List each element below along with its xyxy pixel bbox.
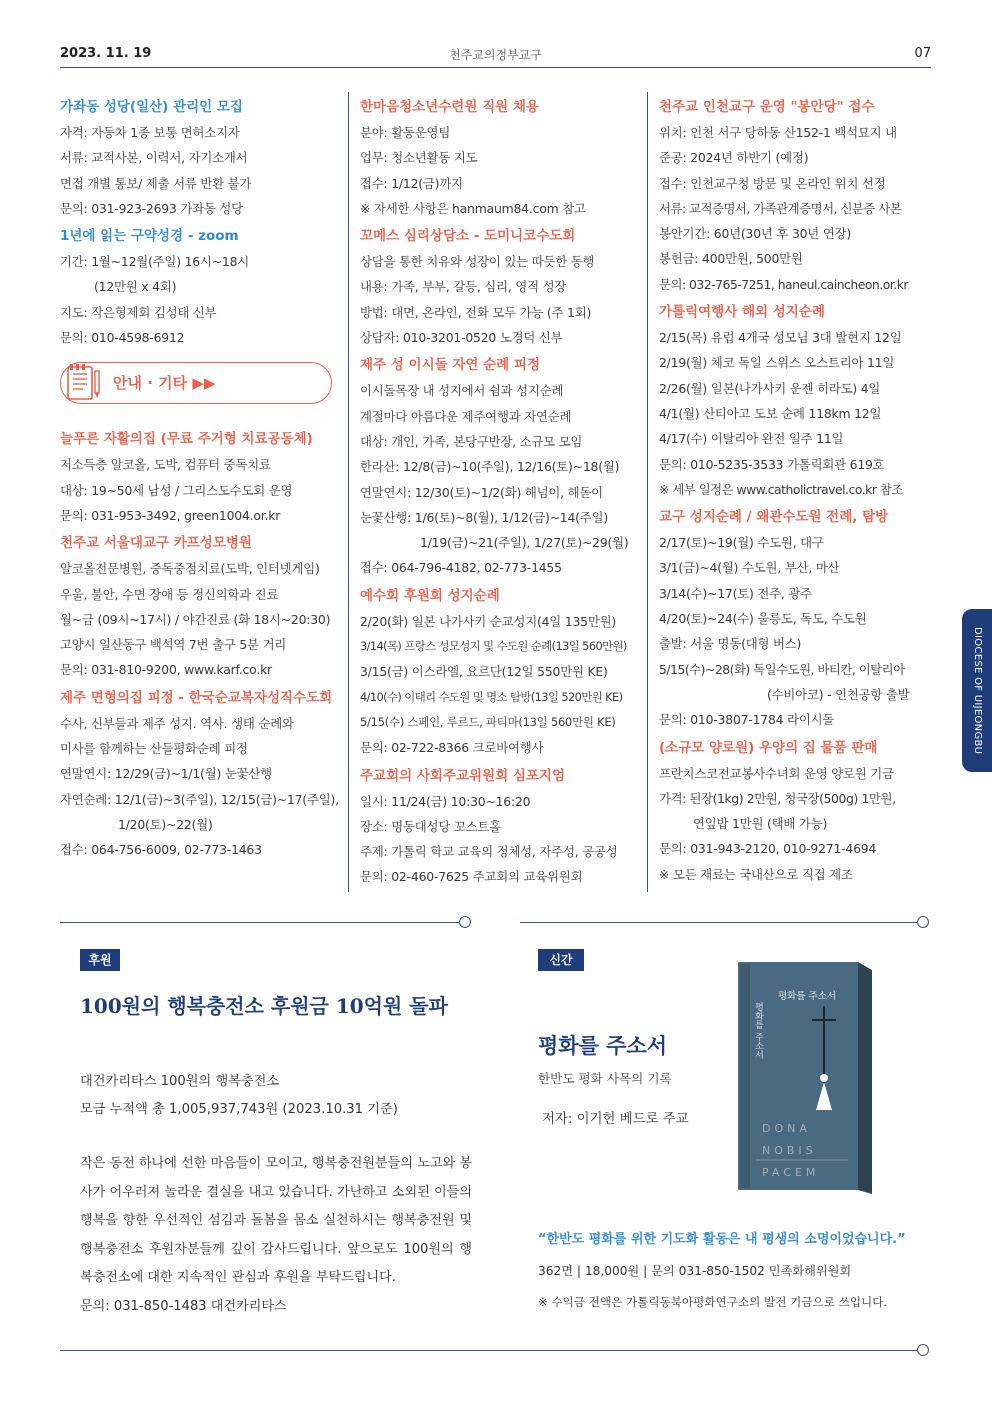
notice-jesuit-pilgrimage: [360, 583, 636, 761]
donation-line: 대건카리타스 100원의 행복충전소: [80, 1074, 280, 1089]
notice-line: 대상: 개인, 가족, 본당구반장, 소규모 모임: [360, 433, 583, 449]
notice-line: 자격: 자동차 1종 보통 면허소지자: [60, 125, 240, 140]
notice-comes-counseling: [360, 223, 636, 350]
banner-label: 안내 · 기타 ▶▶: [113, 374, 216, 393]
notice-line: 문의: 032-765-7251, haneul.caincheon.or.kr: [659, 276, 908, 292]
notice-line: 서류: 교적증명서, 가족관계증명서, 신분증 사본: [659, 200, 902, 216]
notice-line: 위치: 인천 서구 당하동 산152-1 백석묘지 내: [659, 125, 897, 140]
notice-line: 봉헌금: 400만원, 500만원: [659, 251, 803, 267]
book-cover-spine-title: 평화를 주소서: [753, 1002, 763, 1059]
notice-line: 접수: 1/12(금)까지: [360, 175, 463, 191]
notice-line: 기간: 1월~12월(주일) 16시~18시: [60, 254, 250, 270]
notice-line: 장소: 명동대성당 꼬스트홀: [360, 818, 501, 834]
notice-line: 2/26(월) 일본(나가사키 운젠 히라도) 4일: [659, 380, 881, 396]
donation-contact: 문의: 031-850-1483 대건카리타스: [80, 1298, 287, 1314]
notice-line: 면접 개별 통보/ 제출 서류 반환 불가: [60, 175, 252, 191]
notice-line: 지도: 작은형제회 김성태 신부: [60, 304, 217, 320]
notice-old-testament-zoom: [60, 223, 338, 350]
notice-line: 5/15(수)~28(화) 독일수도원, 바티칸, 이탈리아: [659, 661, 905, 677]
section-banner-info: [60, 362, 332, 404]
newbook-tag: 신간: [538, 949, 584, 971]
notice-evergreen-house: [60, 426, 338, 528]
notice-line: 문의: 010-5235-3533 가톨릭회관 619호: [659, 456, 885, 472]
notice-title: 주교회의 사회주교위원회 심포지엄: [360, 767, 566, 784]
notice-line: 출발: 서울 명동(대형 버스): [659, 636, 802, 652]
column-2: [360, 94, 636, 892]
notice-line: 눈꽃산행: 1/6(토)~8(월), 1/12(금)~14(주일): [360, 509, 608, 525]
notice-line: 업무: 청소년활동 지도: [360, 150, 478, 166]
notice-title: 늘푸른 자활의집 (무료 주거형 치료공동체): [60, 431, 313, 448]
notice-line: ※ 모든 재료는 국내산으로 직접 제조: [659, 866, 853, 882]
newbook-quote: “한반도 평화를 위한 기도화 활동은 내 평생의 소명이었습니다.”: [538, 1232, 906, 1247]
newbook-title: 평화를 주소서: [538, 1033, 668, 1058]
notice-line: 준공: 2024년 하반기 (예정): [659, 150, 809, 166]
notice-line: 2/17(토)~19(월) 수도원, 대구: [659, 535, 824, 551]
notice-line: 4/1(월) 산티아고 도보 순례 118km 12일: [659, 405, 882, 421]
notice-line: 내용: 가족, 부부, 갈등, 심리, 영적 성장: [360, 279, 567, 295]
notice-waegwan-pilgrimage: [659, 504, 937, 732]
notice-line: 가격: 된장(1kg) 2만원, 청국장(500g) 1만원,: [659, 790, 896, 806]
notice-line: 자연순례: 12/1(금)~3(주일), 12/15(금)~17(주일),: [60, 791, 339, 807]
notice-isidore-pilgrimage: [360, 352, 636, 580]
notice-title: 제주 면형의집 피정 - 한국순교복자성직수도회: [60, 689, 333, 706]
notice-line: 문의: 031-923-2693 가좌동 성당: [60, 200, 243, 216]
notice-line: 미사를 함께하는 산들평화순례 피정: [60, 741, 248, 757]
notice-line: 우울, 불안, 수면 장애 등 정신의학과 진료: [60, 586, 279, 602]
notice-line: 4/20(토)~24(수) 울릉도, 독도, 수도원: [659, 611, 867, 627]
notice-symposium: [360, 763, 636, 890]
notice-uyang-house: [659, 735, 937, 887]
notice-line: 대상: 19~50세 남성 / 그리스도수도회 운영: [60, 482, 293, 498]
notice-hanmaum-hiring: [360, 94, 636, 221]
notice-line: 문의: 031-943-2120, 010-9271-4694: [659, 841, 877, 857]
notice-title: 제주 성 이시돌 자연 순례 피정: [360, 357, 540, 374]
notice-line: 주제: 가톨릭 학교 교육의 정체성, 자주성, 공공성: [360, 844, 618, 860]
separator-dot: [917, 916, 929, 928]
notice-line: 연잎밥 1만원 (택배 가능): [693, 816, 828, 832]
notice-line: 5/15(수) 스페인, 루르드, 파티마(13일 560만원 KE): [360, 714, 616, 729]
notice-catholic-travel: [659, 299, 937, 502]
notice-line: 월~금 (09시~17시) / 야간진료 (화 18시~20:30): [60, 611, 331, 627]
notice-line: 문의: 031-953-3492, green1004.or.kr: [60, 507, 281, 523]
notice-line: 3/14(수)~17(토) 전주, 광주: [659, 585, 812, 601]
notice-line: 봉안기간: 60년(30년 후 30년 연장): [659, 226, 851, 242]
side-tab-label: DIOCESE OF UIJEONGBU: [972, 626, 983, 755]
notice-line: 4/17(수) 이탈리아 완전 일주 11일: [659, 431, 844, 447]
notice-line: 고양시 일산동구 백석역 7번 출구 5분 거리: [60, 637, 287, 653]
page-header: [60, 44, 931, 68]
notice-title: 예수회 후원회 성지순례: [360, 587, 500, 604]
book-cover-latin: DONA NOBIS PACEM: [762, 1122, 820, 1179]
donation-body-text: 작은 동전 하나에 선한 마음들이 모이고, 행복충전원분들의 노고와 봉사가 어우러져 놀라운 결실을 내고 있습니다. 가난하고 소외된 이들의 행복을 향한 우선적인 섬김과 돌봄을 몸소 실천하시는 행복충전원 및 행복충전소 후원자분들께 깊이 감사드립니다. 앞으로도 100원의 행복충전소에 대한 지속적인 관심과 후원을 부탁드립니다.: [80, 1156, 472, 1286]
newbook-note: ※ 수익금 전액은 가톨릭동북아평화연구소의 발전 기금으로 쓰입니다.: [538, 1295, 888, 1309]
notice-title: 가톨릭여행사 해외 성지순례: [659, 304, 825, 321]
notice-line: 1/19(금)~21(주일), 1/27(토)~29(월): [420, 535, 629, 551]
notice-line: 문의: 031-810-9200, www.karf.co.kr: [60, 662, 272, 678]
notice-line: 서류: 교적사본, 이력서, 자기소개서: [60, 150, 248, 166]
notice-line: 3/14(목) 프랑스 성모성지 및 수도원 순례(13일 560만원): [360, 639, 627, 654]
notice-title: (소규모 양로원) 우양의 집 물품 판매: [659, 739, 878, 756]
notice-line: 접수: 인천교구청 방문 및 온라인 위치 선정: [659, 175, 886, 191]
notice-line: 방법: 대면, 온라인, 전화 모두 가능 (주 1회): [360, 304, 592, 320]
notice-title: 천주교 서울대교구 카프성모병원: [60, 535, 252, 552]
notice-line: 이시돌목장 내 성지에서 쉼과 성지순례: [360, 383, 564, 399]
donation-tag: 후원: [80, 949, 120, 971]
notepad-icon: [63, 361, 103, 405]
notice-line: ※ 자세한 사항은 hanmaum84.com 참고: [360, 200, 586, 216]
book-cover: [738, 962, 864, 1192]
notice-title: 천주교 인천교구 운영 "봉안당" 접수: [659, 99, 875, 115]
newbook-meta: 362면 | 18,000원 | 문의 031-850-1502 민족화해위원회: [538, 1264, 852, 1278]
notice-line: 분야: 활동운영팀: [360, 125, 451, 140]
notice-line: 문의: 010-3807-1784 라이시돌: [659, 712, 835, 728]
notice-line: (12만원 x 4회): [94, 279, 177, 295]
notice-line: 1/20(토)~22(월): [118, 816, 213, 832]
notice-line: 저소득층 알코올, 도박, 컴퓨터 중독치료: [60, 457, 271, 473]
notice-line: (수비아코) - 인천공항 출발: [767, 686, 910, 702]
notice-line: 3/15(금) 이스라엘, 요르단(12일 550만원 KE): [360, 664, 608, 680]
notice-line: 상담자: 010-3201-0520 노경덕 신부: [360, 330, 563, 346]
notice-title: 한마음청소년수련원 직원 채용: [360, 99, 539, 115]
separator-dot: [459, 916, 471, 928]
notice-line: 일시: 11/24(금) 10:30~16:20: [360, 793, 531, 809]
column-1: [60, 94, 338, 865]
section-separator: [520, 922, 918, 923]
notice-title: 1년에 읽는 구약성경 - zoom: [60, 228, 239, 245]
notice-line: 문의: 02-722-8366 크로바여행사: [360, 740, 544, 756]
notice-line: 2/15(목) 유럽 4개국 성모님 3대 발현지 12일: [659, 330, 902, 346]
notice-title: 교구 성지순례 / 왜관수도원 전례, 탐방: [659, 509, 889, 526]
donation-title: 100원의 행복충전소 후원금 10억원 돌파: [80, 994, 448, 1018]
notice-line: 3/1(금)~4(월) 수도원, 부산, 마산: [659, 560, 840, 576]
page-number: 07: [914, 46, 931, 61]
column-divider: [647, 92, 648, 892]
notice-line: ※ 세부 일정은 www.catholictravel.co.kr 참조: [659, 481, 903, 497]
notice-line: 2/19(월) 체코 독일 스위스 오스트리아 11일: [659, 355, 895, 371]
notice-line: 접수: 064-796-4182, 02-773-1455: [360, 560, 562, 576]
notice-line: 문의: 02-460-7625 주교회의 교육위원회: [360, 869, 583, 885]
book-cover-title: 평화를 주소서: [778, 991, 837, 1002]
issue-date: 2023. 11. 19: [60, 46, 152, 61]
donation-body: [80, 1150, 472, 1322]
notice-line: 4/10(수) 이태리 수도원 및 명소 탐방(13일 520만원 KE): [360, 689, 623, 704]
separator-dot: [917, 1344, 929, 1356]
notice-title: 꼬메스 심리상담소 - 도미니코수도회: [360, 228, 576, 245]
notice-line: 알코올전문병원, 중독중점치료(도박, 인터넷게임): [60, 561, 320, 577]
newbook-author: 저자: 이기헌 베드로 주교: [542, 1112, 689, 1127]
notice-line: 접수: 064-756-6009, 02-773-1463: [60, 842, 262, 858]
column-3: [659, 94, 937, 889]
notice-line: 연말연시: 12/30(토)~1/2(화) 해넘이, 해돋이: [360, 484, 603, 500]
notice-gajwa-caretaker: [60, 94, 338, 221]
notice-line: 연말연시: 12/29(금)~1/1(월) 눈꽃산행: [60, 766, 272, 782]
notice-line: 계절마다 아름다운 제주여행과 자연순례: [360, 408, 572, 424]
notice-karf-hospital: [60, 530, 338, 682]
notice-jeju-retreat: [60, 685, 338, 863]
notice-line: 한라산: 12/8(금)~10(주일), 12/16(토)~18(월): [360, 459, 620, 475]
notice-line: 프란치스코전교봉사수녀회 운영 양로원 기금: [659, 765, 894, 781]
notice-title: 가좌동 성당(일산) 관리인 모집: [60, 99, 243, 115]
newbook-subtitle: 한반도 평화 사목의 기록: [538, 1071, 672, 1086]
notice-line: 수사, 신부들과 제주 성지. 역사. 생태 순례와: [60, 715, 294, 731]
donation-line: 모금 누적액 총 1,005,937,743원 (2023.10.31 기준): [80, 1102, 398, 1117]
notice-line: 2/20(화) 일본 나가사키 순교성지(4일 135만원): [360, 613, 617, 629]
notice-line: 문의: 010-4598-6912: [60, 330, 185, 346]
publication-title: 천주교의정부교구: [449, 48, 542, 62]
column-divider: [348, 92, 349, 892]
notice-line: 상담을 통한 치유와 성장이 있는 따듯한 동행: [360, 254, 595, 270]
notice-incheon-columbarium: [659, 94, 937, 297]
section-separator: [60, 922, 460, 923]
bottom-separator: [60, 1350, 918, 1351]
